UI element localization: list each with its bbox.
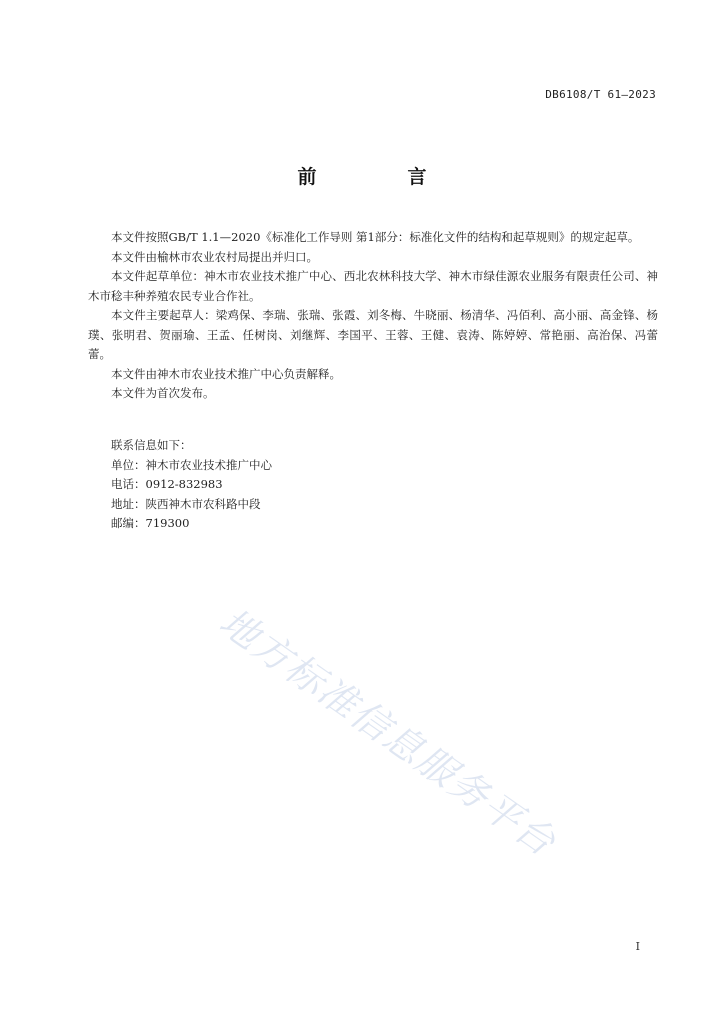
- watermark: 地方标准信息服务平台: [211, 599, 565, 866]
- contact-info: [111, 436, 272, 534]
- paragraph-proposer: 本文件由榆林市农业农村局提出并归口。: [111, 249, 318, 264]
- paragraph-drafting-units: 本文件起草单位：神木市农业技术推广中心、西北农林科技大学、神木市绿佳源农业服务有限责任公司、神木市稔丰种养殖农民专业合作社。: [88, 269, 658, 303]
- paragraph-main-drafters: 本文件主要起草人：梁鸡保、李瑞、张瑞、张霞、刘冬梅、牛晓丽、杨清华、冯佰利、高小丽、高金锋、杨璞、张明君、贺丽瑜、王孟、任树岗、刘继辉、李国平、王蓉、王健、袁涛、陈婷婷、常艳丽、高治保、冯蕾蕾。: [88, 308, 658, 361]
- foreword-body: [88, 228, 658, 404]
- paragraph-drafting-rules: 本文件按照GB/T 1.1—2020《标准化工作导则 第1部分：标准化文件的结构和起草规则》的规定起草。: [111, 230, 640, 244]
- page-number: I: [635, 940, 640, 953]
- contact-phone: 电话：0912-832983: [111, 477, 223, 491]
- document-code: DB6108/T 61—2023: [545, 88, 656, 101]
- contact-postcode: 邮编：719300: [111, 516, 190, 530]
- page-title: 前 言: [297, 166, 463, 188]
- contact-address: 地址：陕西神木市农科路中段: [111, 496, 261, 511]
- paragraph-interpretation: 本文件由神木市农业技术推广中心负责解释。: [111, 366, 341, 381]
- contact-heading: 联系信息如下：: [111, 438, 192, 452]
- contact-unit: 单位：神木市农业技术推广中心: [111, 457, 272, 472]
- paragraph-first-release: 本文件为首次发布。: [111, 386, 215, 400]
